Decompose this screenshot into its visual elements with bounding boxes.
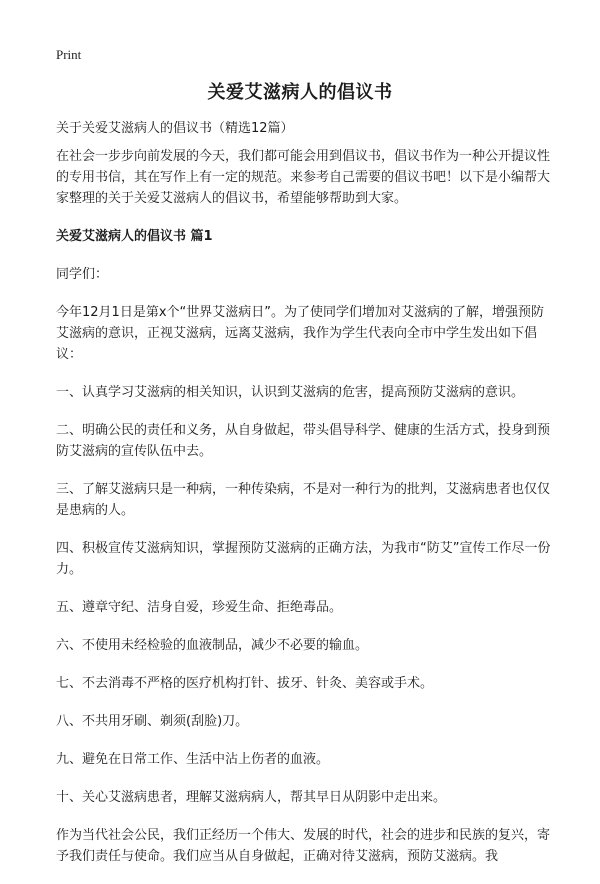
document-subtitle: 关于关爱艾滋病人的倡议书（精选12篇） bbox=[56, 121, 294, 136]
body-paragraph: 今年12月1日是第x个“世界艾滋病日”。为了使同学们增加对艾滋病的了解，增强预防艾滋病的意识，正视艾滋病，远离艾滋病，我作为学生代表向全市中学生发出如下倡议： bbox=[56, 305, 544, 362]
salutation: 同学们： bbox=[56, 267, 109, 282]
body-paragraph: 七、不去消毒不严格的医疗机构打针、拔牙、针灸、美容或手术。 bbox=[56, 676, 434, 691]
body-paragraph: 九、避免在日常工作、生活中沾上伤者的血液。 bbox=[56, 752, 330, 767]
body-paragraph: 八、不共用牙刷、剃须(刮脸)刀。 bbox=[56, 714, 249, 729]
body-paragraph: 十、关心艾滋病患者，理解艾滋病病人，帮其早日从阴影中走出来。 bbox=[56, 790, 447, 805]
intro-paragraph: 在社会一步步向前发展的今天，我们都可能会用到倡议书，倡议书作为一种公开提议性的专用书信，其在写作上有一定的规范。来参考自己需要的倡议书吧！以下是小编帮大家整理的关于关爱艾滋病人的倡议书，希望能够帮助到大家。 bbox=[56, 149, 551, 206]
section-heading: 关爱艾滋病人的倡议书 篇1 bbox=[56, 229, 213, 244]
body-paragraph: 六、不使用未经检验的血液制品，减少不必要的输血。 bbox=[56, 638, 369, 653]
body-paragraph: 四、积极宣传艾滋病知识，掌握预防艾滋病的正确方法，为我市“防艾”宣传工作尽一份力。 bbox=[56, 541, 551, 577]
body-paragraph: 二、明确公民的责任和义务，从自身做起，带头倡导科学、健康的生活方式，投身到预防艾滋病的宣传队伍中去。 bbox=[56, 423, 551, 459]
body-paragraph: 三、了解艾滋病只是一种病，一种传染病，不是对一种行为的批判，艾滋病患者也仅仅是患病的人。 bbox=[56, 482, 551, 518]
body-paragraph: 一、认真学习艾滋病的相关知识，认识到艾滋病的危害，提高预防艾滋病的意识。 bbox=[56, 385, 525, 400]
body-paragraph: 作为当代社会公民，我们正经历一个伟大、发展的时代，社会的进步和民族的复兴，寄予我们责任与使命。我们应当从自身做起，正确对待艾滋病，预防艾滋病。我 bbox=[56, 828, 551, 864]
body-paragraph: 五、遵章守纪、洁身自爱，珍爱生命、拒绝毒品。 bbox=[56, 600, 343, 615]
document-title: 关爱艾滋病人的倡议书 bbox=[207, 82, 393, 103]
document-body bbox=[56, 118, 556, 884]
print-link[interactable]: Print bbox=[56, 47, 82, 62]
